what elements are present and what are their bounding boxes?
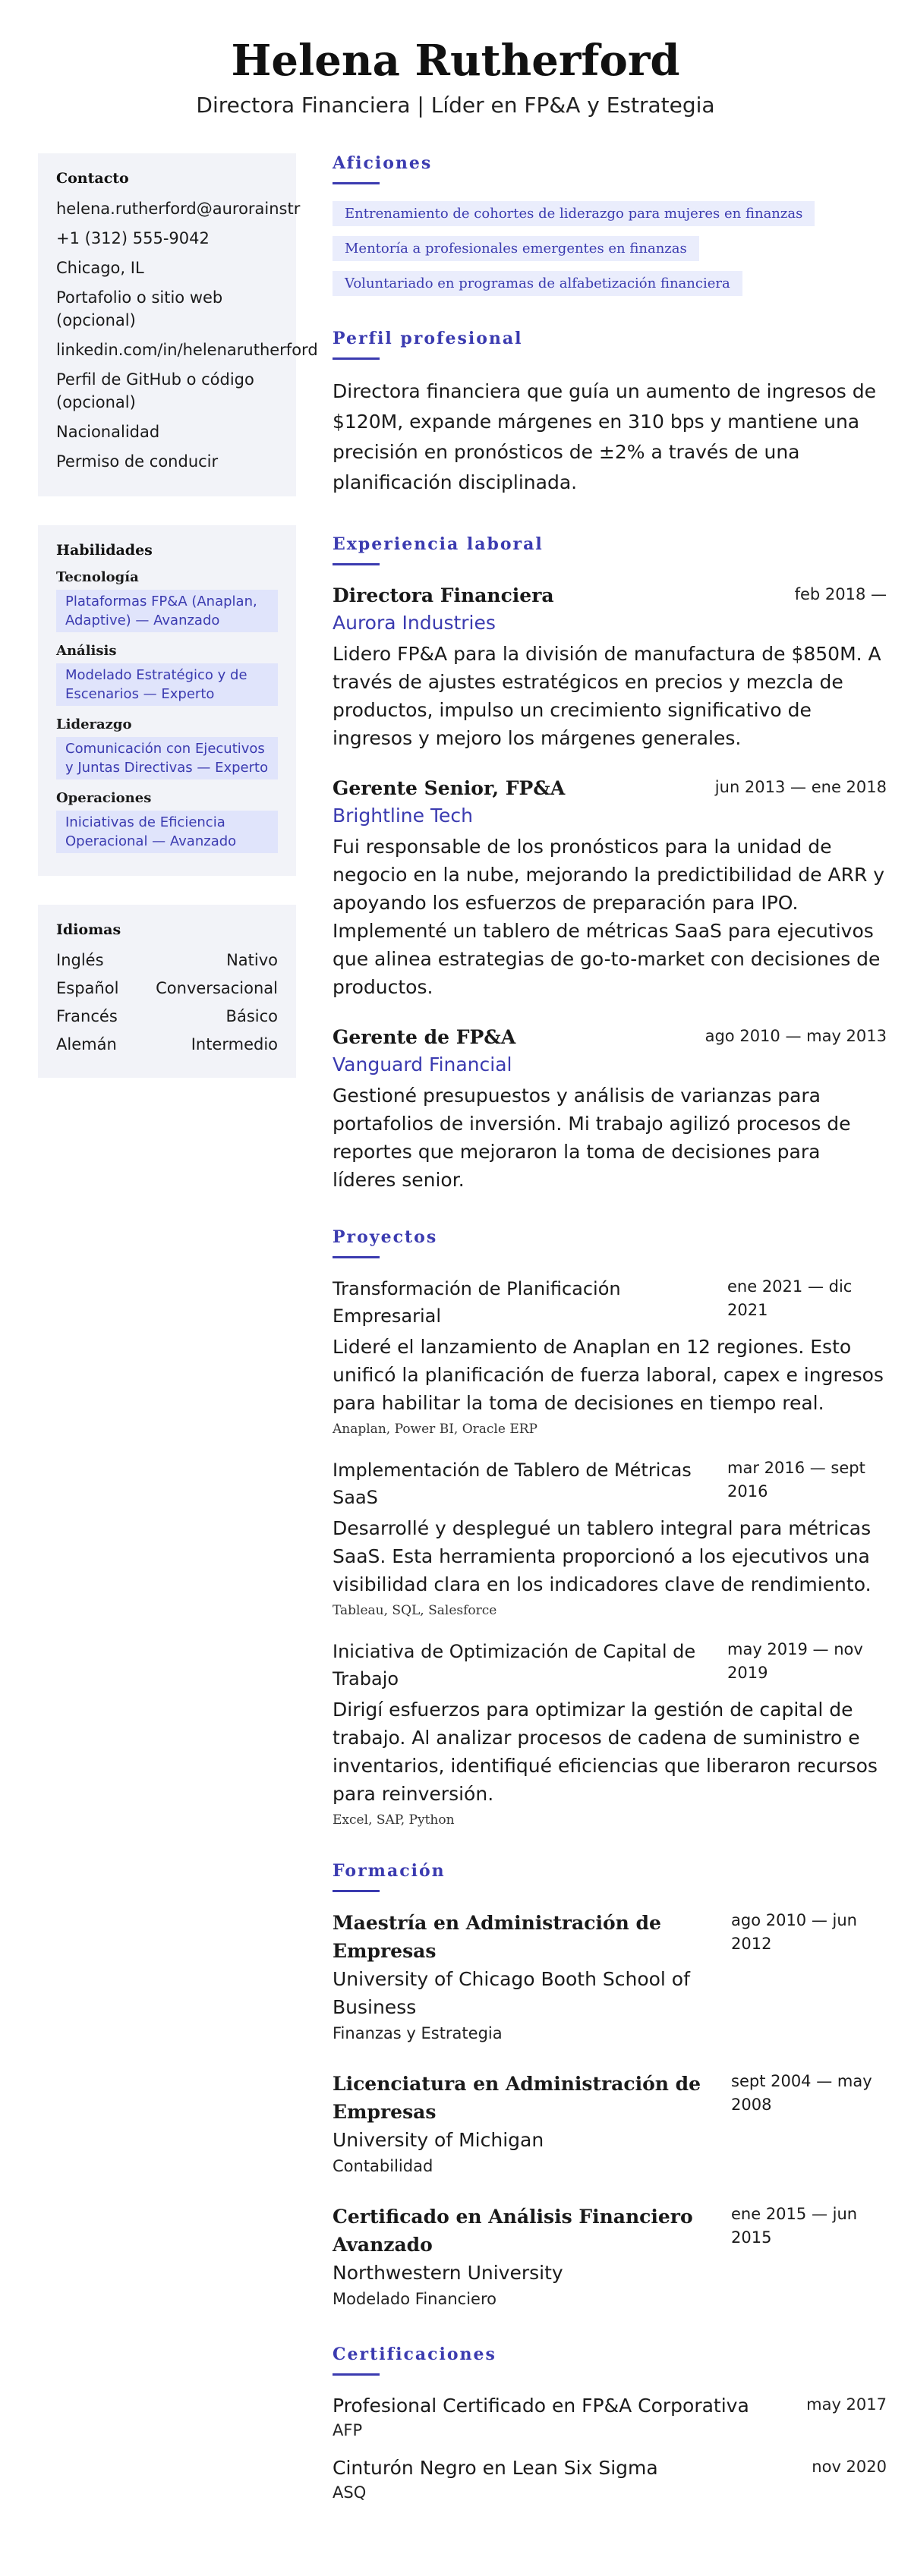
hobbies-section bbox=[333, 153, 887, 306]
certification-name: Cinturón Negro en Lean Six Sigma bbox=[333, 2457, 658, 2479]
education-school: Northwestern University bbox=[333, 2262, 563, 2284]
language-row bbox=[56, 949, 278, 972]
certification-entry bbox=[333, 2455, 887, 2503]
profile-section bbox=[333, 329, 887, 498]
hobby-chip: Entrenamiento de cohortes de liderazgo para mujeres en finanzas bbox=[333, 201, 815, 226]
skill-chip: Plataformas FP&A (Anaplan, Adaptive) — Avanzado bbox=[56, 590, 278, 632]
certifications-heading: Certificaciones bbox=[333, 2345, 496, 2364]
job-entry bbox=[333, 775, 887, 1001]
experience-heading: Experiencia laboral bbox=[333, 534, 544, 554]
education-degree: Maestría en Administración de Empresas bbox=[333, 1912, 661, 1962]
section-rule bbox=[333, 357, 380, 360]
education-school: University of Chicago Booth School of Business bbox=[333, 1968, 690, 2018]
section-rule bbox=[333, 182, 380, 184]
job-title: Gerente de FP&A bbox=[333, 1026, 516, 1048]
education-field: Finanzas y Estrategia bbox=[333, 2024, 503, 2042]
language-row bbox=[56, 1005, 278, 1028]
project-title: Implementación de Tablero de Métricas SaaS bbox=[333, 1460, 692, 1508]
job-date: ago 2010 — may 2013 bbox=[705, 1027, 887, 1045]
skill-chip: Iniciativas de Eficiencia Operacional — Avanzado bbox=[56, 811, 278, 853]
language-name: Español bbox=[56, 979, 119, 997]
contact-license: Permiso de conducir bbox=[56, 452, 219, 471]
education-date: ene 2015 — jun 2015 bbox=[731, 2205, 858, 2247]
experience-section bbox=[333, 534, 887, 1194]
project-date: ene 2021 — dic 2021 bbox=[727, 1277, 853, 1319]
contact-nationality: Nacionalidad bbox=[56, 423, 160, 441]
contact-email[interactable]: helena.rutherford@aurorainstr bbox=[56, 200, 301, 218]
project-entry bbox=[333, 1638, 887, 1828]
project-tech: Anaplan, Power BI, Oracle ERP bbox=[333, 1422, 537, 1437]
project-date: may 2019 — nov 2019 bbox=[727, 1640, 863, 1682]
certification-date: may 2017 bbox=[806, 2395, 887, 2414]
job-date: feb 2018 — bbox=[794, 585, 887, 603]
education-entry bbox=[333, 2203, 887, 2311]
language-level: Conversacional bbox=[156, 979, 278, 997]
skill-chip: Comunicación con Ejecutivos y Juntas Directivas — Experto bbox=[56, 737, 278, 779]
projects-heading: Proyectos bbox=[333, 1227, 438, 1247]
sidebar bbox=[38, 153, 318, 1107]
certification-name: Profesional Certificado en FP&A Corporativa bbox=[333, 2395, 749, 2417]
language-level: Nativo bbox=[226, 951, 278, 969]
section-rule bbox=[333, 563, 380, 565]
languages-heading: Idiomas bbox=[56, 921, 121, 938]
certification-date: nov 2020 bbox=[812, 2458, 887, 2476]
skill-category: Tecnología bbox=[56, 569, 139, 585]
job-description: Fui responsable de los pronósticos para la unidad de negocio en la nube, mejorando la predictibilidad de ARR y apoyando los esfuerzos de preparación para IPO. Implementé un tablero de métricas SaaS para ejecutivos que alinea estrategias de go-to-market con decisiones de productos. bbox=[333, 836, 885, 998]
job-date: jun 2013 — ene 2018 bbox=[714, 778, 887, 796]
contact-github: Perfil de GitHub o código (opcional) bbox=[56, 370, 254, 411]
languages-box bbox=[38, 905, 296, 1078]
project-date: mar 2016 — sept 2016 bbox=[727, 1459, 865, 1501]
skill-category: Operaciones bbox=[56, 790, 152, 806]
job-entry bbox=[333, 582, 887, 752]
job-entry bbox=[333, 1024, 887, 1194]
resume-header bbox=[0, 0, 911, 118]
education-entry bbox=[333, 2070, 887, 2178]
job-company: Vanguard Financial bbox=[333, 1053, 512, 1075]
project-description: Dirigí esfuerzos para optimizar la gestión de capital de trabajo. Al analizar procesos de cadena de suministro e inventarios, identifiqué eficiencias que liberaron recursos para reinversión. bbox=[333, 1699, 878, 1805]
contact-portfolio: Portafolio o sitio web (opcional) bbox=[56, 288, 223, 329]
skill-category: Análisis bbox=[56, 643, 117, 659]
education-degree: Licenciatura en Administración de Empresas bbox=[333, 2073, 701, 2123]
certification-org: ASQ bbox=[333, 2483, 367, 2502]
profile-text: Directora financiera que guía un aumento de ingresos de $120M, expande márgenes en 310 bps y mantiene una precisión en pronósticos de ±2% a través de una planificación disciplinada. bbox=[333, 380, 876, 493]
skill-chip: Modelado Estratégico y de Escenarios — Experto bbox=[56, 663, 278, 706]
project-title: Iniciativa de Optimización de Capital de Trabajo bbox=[333, 1641, 696, 1690]
project-entry bbox=[333, 1275, 887, 1437]
project-title: Transformación de Planificación Empresarial bbox=[333, 1278, 621, 1327]
language-row bbox=[56, 977, 278, 1000]
profile-heading: Perfil profesional bbox=[333, 329, 523, 348]
education-date: sept 2004 — may 2008 bbox=[731, 2072, 872, 2114]
language-row bbox=[56, 1033, 278, 1056]
section-rule bbox=[333, 1256, 380, 1258]
certification-entry bbox=[333, 2392, 887, 2441]
main-content bbox=[333, 153, 887, 2517]
education-field: Contabilidad bbox=[333, 2157, 433, 2175]
hobby-chip: Mentoría a profesionales emergentes en finanzas bbox=[333, 236, 699, 261]
job-description: Gestioné presupuestos y análisis de varianzas para portafolios de inversión. Mi trabajo agilizó procesos de reportes que mejoraron la toma de decisiones para líderes senior. bbox=[333, 1085, 851, 1191]
hobby-chip: Voluntariado en programas de alfabetización financiera bbox=[333, 271, 742, 296]
skills-heading: Habilidades bbox=[56, 542, 153, 559]
job-company: Aurora Industries bbox=[333, 612, 496, 634]
language-level: Básico bbox=[225, 1007, 278, 1025]
education-school: University of Michigan bbox=[333, 2129, 544, 2151]
person-title: Directora Financiera | Líder en FP&A y Estrategia bbox=[196, 93, 715, 118]
certification-org: AFP bbox=[333, 2421, 363, 2439]
contact-heading: Contacto bbox=[56, 170, 129, 187]
language-name: Inglés bbox=[56, 951, 104, 969]
job-title: Gerente Senior, FP&A bbox=[333, 777, 566, 799]
project-entry bbox=[333, 1456, 887, 1618]
job-company: Brightline Tech bbox=[333, 805, 473, 827]
certifications-section bbox=[333, 2345, 887, 2503]
section-rule bbox=[333, 1890, 380, 1892]
project-description: Desarrollé y desplegué un tablero integral para métricas SaaS. Esta herramienta proporcionó a los ejecutivos una visibilidad clara en los indicadores clave de rendimiento. bbox=[333, 1517, 872, 1595]
contact-box bbox=[38, 153, 318, 496]
project-tech: Excel, SAP, Python bbox=[333, 1812, 455, 1828]
project-tech: Tableau, SQL, Salesforce bbox=[333, 1603, 497, 1618]
education-section bbox=[333, 1861, 887, 2311]
hobbies-heading: Aficiones bbox=[333, 153, 433, 173]
contact-phone[interactable]: +1 (312) 555-9042 bbox=[56, 229, 210, 247]
contact-linkedin[interactable]: linkedin.com/in/helenarutherford bbox=[56, 341, 318, 359]
education-date: ago 2010 — jun 2012 bbox=[731, 1911, 857, 1953]
language-name: Francés bbox=[56, 1007, 118, 1025]
skills-box bbox=[38, 525, 296, 876]
skill-category: Liderazgo bbox=[56, 716, 132, 732]
contact-location: Chicago, IL bbox=[56, 259, 144, 277]
person-name: Helena Rutherford bbox=[231, 36, 680, 86]
language-level: Intermedio bbox=[191, 1035, 278, 1053]
job-description: Lidero FP&A para la división de manufactura de $850M. A través de ajustes estratégicos en precios y mezcla de productos, impulso un crecimiento significativo de ingresos y mejoro los márgenes generales. bbox=[333, 643, 881, 749]
education-heading: Formación bbox=[333, 1861, 446, 1881]
language-name: Alemán bbox=[56, 1035, 117, 1053]
education-field: Modelado Financiero bbox=[333, 2290, 496, 2308]
projects-section bbox=[333, 1227, 887, 1828]
project-description: Lideré el lanzamiento de Anaplan en 12 regiones. Esto unificó la planificación de fuerza laboral, capex e ingresos para habilitar la toma de decisiones en tiempo real. bbox=[333, 1336, 884, 1414]
section-rule bbox=[333, 2373, 380, 2376]
education-degree: Certificado en Análisis Financiero Avanzado bbox=[333, 2206, 693, 2256]
education-entry bbox=[333, 1909, 887, 2045]
job-title: Directora Financiera bbox=[333, 584, 554, 606]
hobbies-list bbox=[333, 201, 887, 306]
